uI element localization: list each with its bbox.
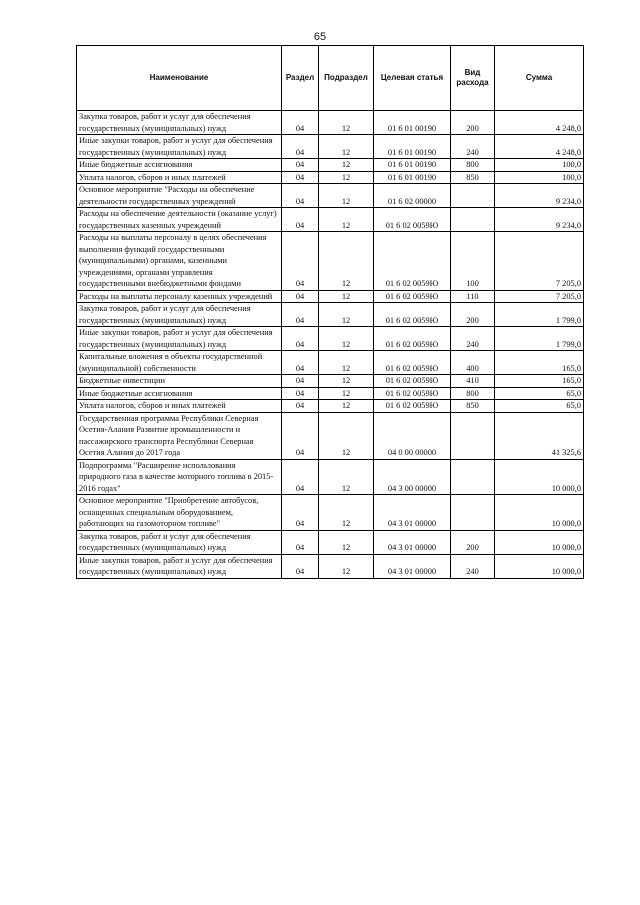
cell-subsection: 12 — [319, 412, 374, 459]
cell-sum: 10 000,0 — [495, 530, 584, 554]
cell-name: Закупка товаров, работ и услуг для обеспечения государственных (муниципальных) нужд — [77, 111, 282, 135]
cell-kind: 200 — [451, 530, 495, 554]
cell-section: 04 — [282, 495, 319, 531]
table-row — [77, 459, 584, 495]
header-kind: Вид расхода — [451, 46, 495, 111]
table-row — [77, 159, 584, 172]
cell-kind: 200 — [451, 111, 495, 135]
cell-name: Иные закупки товаров, работ и услуг для обеспечения государственных (муниципальных) нужд — [77, 554, 282, 578]
table-row — [77, 303, 584, 327]
cell-name: Капитальные вложения в объекты государственной (муниципальной) собственности — [77, 351, 282, 375]
cell-kind — [451, 208, 495, 232]
table-row — [77, 387, 584, 400]
cell-target: 04 3 01 00000 — [374, 554, 451, 578]
cell-subsection: 12 — [319, 232, 374, 291]
cell-sum: 65,0 — [495, 400, 584, 413]
table-row — [77, 530, 584, 554]
cell-target: 04 3 00 00000 — [374, 459, 451, 495]
cell-section: 04 — [282, 387, 319, 400]
cell-target: 01 6 01 00190 — [374, 111, 451, 135]
cell-subsection: 12 — [319, 135, 374, 159]
page-number: 65 — [313, 31, 327, 43]
cell-kind: 240 — [451, 554, 495, 578]
cell-target: 01 6 01 00190 — [374, 135, 451, 159]
cell-section: 04 — [282, 135, 319, 159]
cell-kind: 410 — [451, 375, 495, 388]
cell-section: 04 — [282, 111, 319, 135]
cell-subsection: 12 — [319, 387, 374, 400]
cell-name: Государственная программа Республики Северная Осетия-Алания Развитие промышленности и пассажирского транспорта Республики Северная Осетия Алания до 2017 года — [77, 412, 282, 459]
cell-subsection: 12 — [319, 184, 374, 208]
cell-sum: 10 000,0 — [495, 554, 584, 578]
cell-section: 04 — [282, 327, 319, 351]
table-row — [77, 135, 584, 159]
cell-section: 04 — [282, 412, 319, 459]
cell-target: 01 6 02 0059Ю — [374, 400, 451, 413]
cell-kind: 240 — [451, 327, 495, 351]
cell-subsection: 12 — [319, 400, 374, 413]
cell-subsection: 12 — [319, 375, 374, 388]
table-row — [77, 412, 584, 459]
cell-name: Иные бюджетные ассигнования — [77, 387, 282, 400]
cell-target: 04 0 00 00000 — [374, 412, 451, 459]
cell-sum: 4 248,0 — [495, 135, 584, 159]
cell-name: Закупка товаров, работ и услуг для обеспечения государственных (муниципальных) нужд — [77, 530, 282, 554]
table-row — [77, 232, 584, 291]
cell-sum: 1 799,0 — [495, 303, 584, 327]
cell-name: Иные закупки товаров, работ и услуг для обеспечения государственных (муниципальных) нужд — [77, 135, 282, 159]
cell-target: 01 6 01 00190 — [374, 171, 451, 184]
cell-section: 04 — [282, 232, 319, 291]
cell-section: 04 — [282, 159, 319, 172]
cell-target: 01 6 02 0059Ю — [374, 387, 451, 400]
cell-section: 04 — [282, 459, 319, 495]
cell-name: Расходы на обеспечение деятельности (оказание услуг) государственных казенных учреждений — [77, 208, 282, 232]
cell-section: 04 — [282, 171, 319, 184]
cell-subsection: 12 — [319, 159, 374, 172]
header-subsection: Подраздел — [319, 46, 374, 111]
table-row — [77, 111, 584, 135]
cell-target: 01 6 02 0059Ю — [374, 303, 451, 327]
cell-kind — [451, 459, 495, 495]
cell-kind: 100 — [451, 232, 495, 291]
cell-kind: 400 — [451, 351, 495, 375]
cell-sum: 165,0 — [495, 375, 584, 388]
cell-section: 04 — [282, 184, 319, 208]
cell-name: Иные бюджетные ассигнования — [77, 159, 282, 172]
table-row — [77, 184, 584, 208]
table-row — [77, 400, 584, 413]
cell-section: 04 — [282, 351, 319, 375]
table-row — [77, 327, 584, 351]
cell-name: Уплата налогов, сборов и иных платежей — [77, 171, 282, 184]
cell-target: 04 3 01 00000 — [374, 530, 451, 554]
cell-name: Уплата налогов, сборов и иных платежей — [77, 400, 282, 413]
cell-target: 01 6 01 00190 — [374, 159, 451, 172]
table-row — [77, 495, 584, 531]
cell-sum: 4 248,0 — [495, 111, 584, 135]
header-target: Целевая статья — [374, 46, 451, 111]
table-body — [77, 111, 584, 579]
cell-sum: 7 205,0 — [495, 232, 584, 291]
cell-section: 04 — [282, 554, 319, 578]
cell-section: 04 — [282, 400, 319, 413]
cell-target: 01 6 02 0059Ю — [374, 375, 451, 388]
cell-name: Закупка товаров, работ и услуг для обеспечения государственных (муниципальных) нужд — [77, 303, 282, 327]
cell-sum: 100,0 — [495, 171, 584, 184]
budget-table — [76, 45, 584, 579]
cell-kind: 240 — [451, 135, 495, 159]
table-row — [77, 290, 584, 303]
cell-subsection: 12 — [319, 530, 374, 554]
cell-sum: 7 205,0 — [495, 290, 584, 303]
cell-name: Основное мероприятие "Расходы на обеспечение деятельности государственных учреждений — [77, 184, 282, 208]
table-row — [77, 351, 584, 375]
cell-kind — [451, 184, 495, 208]
cell-kind: 200 — [451, 303, 495, 327]
cell-subsection: 12 — [319, 459, 374, 495]
cell-subsection: 12 — [319, 495, 374, 531]
cell-subsection: 12 — [319, 290, 374, 303]
cell-kind: 850 — [451, 400, 495, 413]
cell-name: Основное мероприятие "Приобретение автобусов, оснащенных специальным оборудованием, работающих на газомоторном топливе" — [77, 495, 282, 531]
cell-target: 01 6 02 00000 — [374, 184, 451, 208]
cell-target: 01 6 02 0059Ю — [374, 208, 451, 232]
cell-sum: 165,0 — [495, 351, 584, 375]
header-name: Наименование — [77, 46, 282, 111]
cell-name: Бюджетные инвестиции — [77, 375, 282, 388]
cell-kind: 850 — [451, 171, 495, 184]
cell-subsection: 12 — [319, 111, 374, 135]
header-sum: Сумма — [495, 46, 584, 111]
cell-sum: 10 000,0 — [495, 459, 584, 495]
table-row — [77, 375, 584, 388]
cell-target: 01 6 02 0059Ю — [374, 232, 451, 291]
cell-name: Подпрограмма "Расширение использования природного газа в качестве моторного топлива в 2015-2016 годах" — [77, 459, 282, 495]
cell-kind: 800 — [451, 159, 495, 172]
cell-target: 01 6 02 0059Ю — [374, 290, 451, 303]
table-row — [77, 208, 584, 232]
table-header-row — [77, 46, 584, 111]
table-row — [77, 554, 584, 578]
cell-name: Расходы на выплаты персоналу казенных учреждений — [77, 290, 282, 303]
cell-section: 04 — [282, 303, 319, 327]
cell-sum: 100,0 — [495, 159, 584, 172]
cell-sum: 41 325,6 — [495, 412, 584, 459]
cell-kind — [451, 495, 495, 531]
cell-sum: 9 234,0 — [495, 208, 584, 232]
cell-sum: 9 234,0 — [495, 184, 584, 208]
cell-sum: 1 799,0 — [495, 327, 584, 351]
cell-subsection: 12 — [319, 351, 374, 375]
cell-target: 01 6 02 0059Ю — [374, 351, 451, 375]
table-row — [77, 171, 584, 184]
cell-kind — [451, 412, 495, 459]
cell-section: 04 — [282, 530, 319, 554]
cell-section: 04 — [282, 290, 319, 303]
cell-target: 01 6 02 0059Ю — [374, 327, 451, 351]
cell-subsection: 12 — [319, 554, 374, 578]
cell-kind: 110 — [451, 290, 495, 303]
header-section: Раздел — [282, 46, 319, 111]
cell-kind: 800 — [451, 387, 495, 400]
cell-subsection: 12 — [319, 303, 374, 327]
cell-sum: 65,0 — [495, 387, 584, 400]
cell-name: Иные закупки товаров, работ и услуг для обеспечения государственных (муниципальных) нужд — [77, 327, 282, 351]
cell-sum: 10 000,0 — [495, 495, 584, 531]
cell-section: 04 — [282, 208, 319, 232]
cell-subsection: 12 — [319, 171, 374, 184]
cell-target: 04 3 01 00000 — [374, 495, 451, 531]
cell-subsection: 12 — [319, 208, 374, 232]
cell-name: Расходы на выплаты персоналу в целях обеспечения выполнения функций государственными (муниципальными) органами, казенными учреждениями, органами управления государственными внебюджетными фондами — [77, 232, 282, 291]
cell-subsection: 12 — [319, 327, 374, 351]
cell-section: 04 — [282, 375, 319, 388]
